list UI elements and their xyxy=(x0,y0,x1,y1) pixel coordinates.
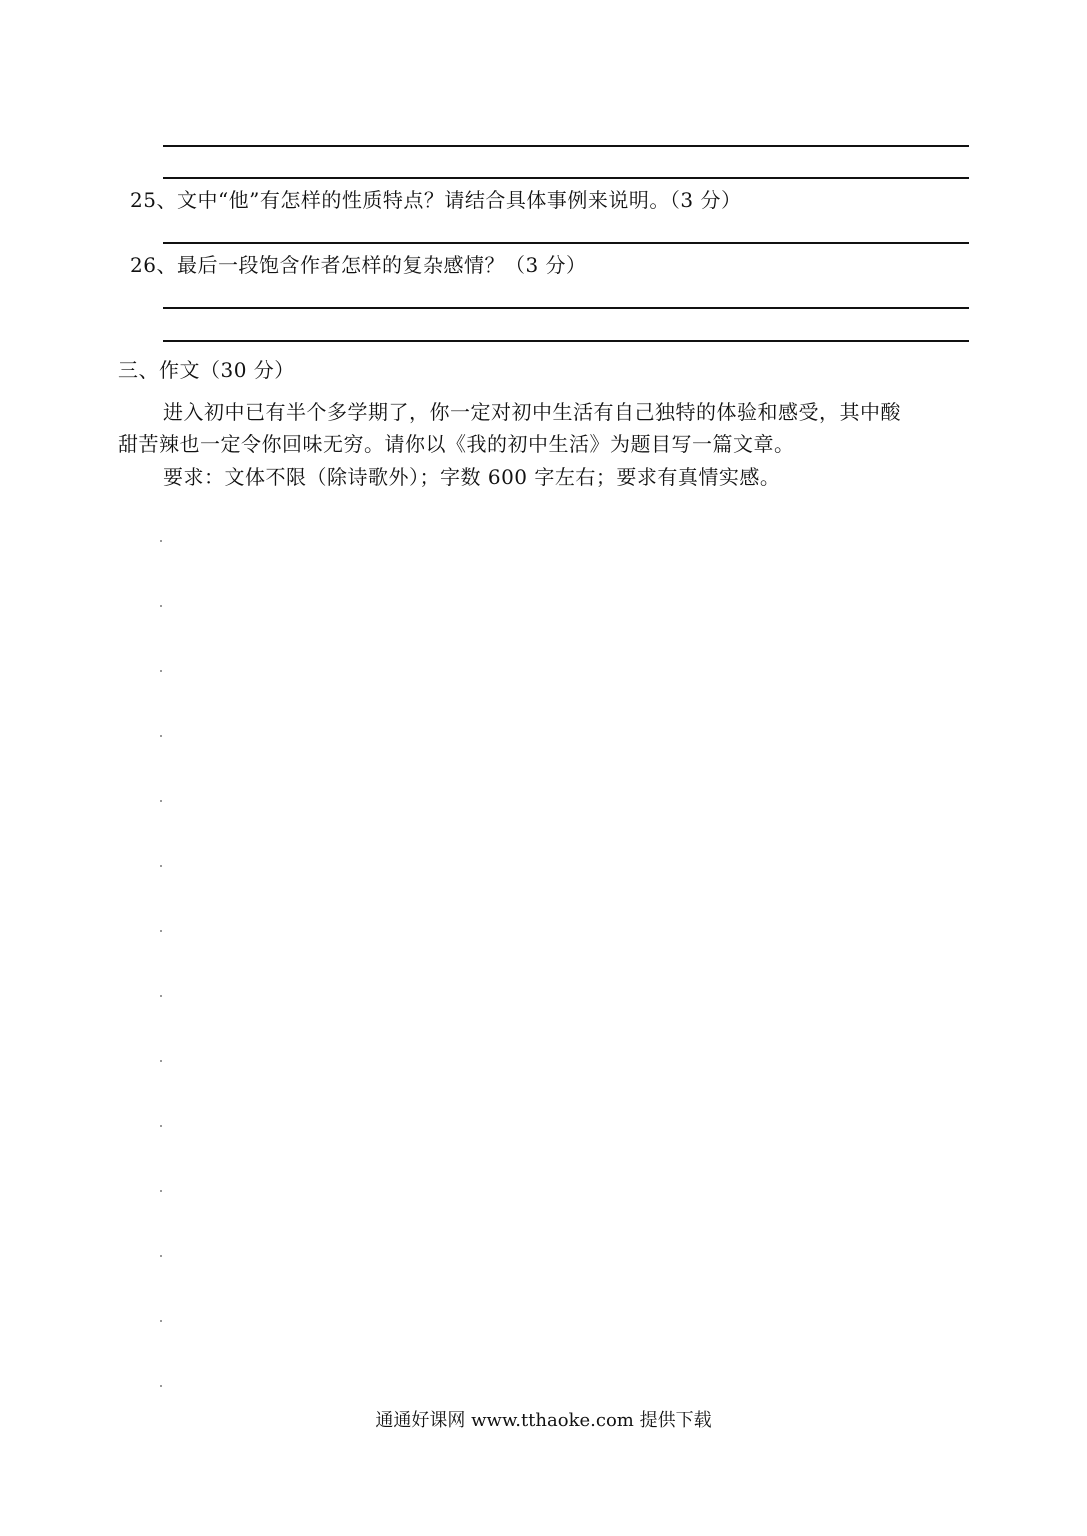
answer-line xyxy=(163,177,969,179)
writing-line-mark xyxy=(160,1320,162,1322)
question-text: 最后一段饱含作者怎样的复杂感情？（3 分） xyxy=(176,253,587,277)
writing-line-mark xyxy=(160,930,162,932)
composition-requirement: 要求：文体不限（除诗歌外）；字数 600 字左右；要求有真情实感。 xyxy=(163,465,781,489)
writing-line-mark xyxy=(160,670,162,672)
answer-line xyxy=(163,307,969,309)
writing-line-mark xyxy=(160,865,162,867)
writing-line-mark xyxy=(160,800,162,802)
writing-line-mark xyxy=(160,1125,162,1127)
writing-line-mark xyxy=(160,1255,162,1257)
writing-line-mark xyxy=(160,735,162,737)
writing-line-mark xyxy=(160,1385,162,1387)
writing-line-mark xyxy=(160,995,162,997)
answer-line xyxy=(163,242,969,244)
writing-line-mark xyxy=(160,540,162,542)
question-26 xyxy=(130,253,587,277)
writing-line-mark xyxy=(160,605,162,607)
answer-line xyxy=(163,340,969,342)
question-number: 25、 xyxy=(130,188,177,212)
writing-line-mark xyxy=(160,1060,162,1062)
page-footer: 通通好课网 www.tthaoke.com 提供下载 xyxy=(375,1410,712,1431)
composition-prompt-line-1: 进入初中已有半个多学期了，你一定对初中生活有自己独特的体验和感受，其中酸 xyxy=(163,400,901,424)
question-25 xyxy=(130,188,741,212)
writing-line-mark xyxy=(160,1190,162,1192)
answer-line xyxy=(163,145,969,147)
composition-prompt-line-2: 甜苦辣也一定令你回味无穷。请你以《我的初中生活》为题目写一篇文章。 xyxy=(118,432,795,456)
question-number: 26、 xyxy=(130,253,177,277)
question-text: 文中“他”有怎样的性质特点？请结合具体事例来说明。（3 分） xyxy=(176,188,742,212)
section-heading: 三、作文（30 分） xyxy=(118,358,295,382)
